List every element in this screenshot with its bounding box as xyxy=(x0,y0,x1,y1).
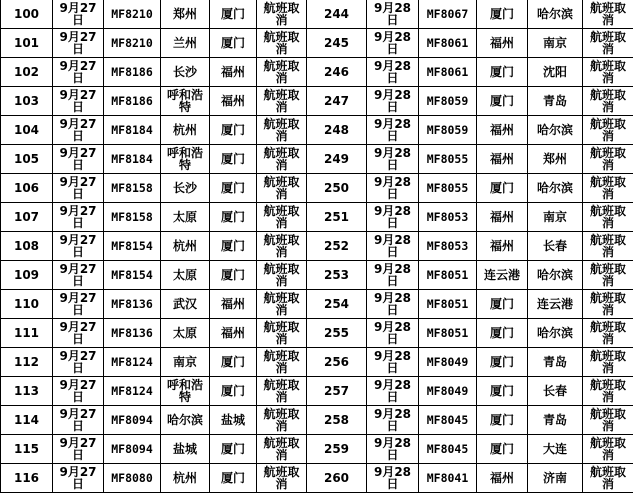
cell-destination: 福州 xyxy=(210,87,257,116)
cell-date: 9月27日 xyxy=(53,232,104,261)
cell-origin-2: 连云港 xyxy=(477,261,528,290)
cell-status-2: 航班取消 xyxy=(583,464,633,493)
cell-flight-2: MF8059 xyxy=(419,116,477,145)
cell-origin: 太原 xyxy=(161,261,210,290)
cell-seq: 110 xyxy=(1,290,53,319)
cell-destination: 厦门 xyxy=(210,377,257,406)
cell-destination-2: 哈尔滨 xyxy=(528,319,583,348)
cell-status-2: 航班取消 xyxy=(583,232,633,261)
cell-destination: 厦门 xyxy=(210,435,257,464)
cell-date: 9月27日 xyxy=(53,261,104,290)
cell-seq-2: 254 xyxy=(307,290,367,319)
cell-origin: 杭州 xyxy=(161,464,210,493)
cell-status: 航班取消 xyxy=(257,232,307,261)
cell-status: 航班取消 xyxy=(257,435,307,464)
cell-destination: 厦门 xyxy=(210,261,257,290)
cell-status-2: 航班取消 xyxy=(583,58,633,87)
cell-origin-2: 厦门 xyxy=(477,348,528,377)
cell-status: 航班取消 xyxy=(257,261,307,290)
table-row xyxy=(1,58,633,87)
cell-seq: 111 xyxy=(1,319,53,348)
cell-status: 航班取消 xyxy=(257,377,307,406)
cell-destination-2: 长春 xyxy=(528,232,583,261)
cell-destination: 盐城 xyxy=(210,406,257,435)
cell-flight: MF8094 xyxy=(104,435,161,464)
table-row xyxy=(1,406,633,435)
cell-status: 航班取消 xyxy=(257,464,307,493)
cell-status-2: 航班取消 xyxy=(583,377,633,406)
cell-seq-2: 247 xyxy=(307,87,367,116)
cell-date-2: 9月28日 xyxy=(367,406,419,435)
cell-seq-2: 255 xyxy=(307,319,367,348)
cell-origin: 长沙 xyxy=(161,58,210,87)
cell-flight-2: MF8061 xyxy=(419,58,477,87)
cell-date-2: 9月28日 xyxy=(367,29,419,58)
cell-origin: 武汉 xyxy=(161,290,210,319)
cell-date: 9月27日 xyxy=(53,0,104,29)
cell-seq-2: 251 xyxy=(307,203,367,232)
cell-seq: 114 xyxy=(1,406,53,435)
cell-flight-2: MF8055 xyxy=(419,174,477,203)
cell-flight: MF8184 xyxy=(104,116,161,145)
cell-destination: 厦门 xyxy=(210,0,257,29)
cell-seq-2: 260 xyxy=(307,464,367,493)
cell-date-2: 9月28日 xyxy=(367,58,419,87)
cell-origin: 太原 xyxy=(161,319,210,348)
cell-destination: 厦门 xyxy=(210,348,257,377)
cell-flight: MF8154 xyxy=(104,261,161,290)
table-row xyxy=(1,464,633,493)
cell-destination: 厦门 xyxy=(210,29,257,58)
cell-destination: 厦门 xyxy=(210,145,257,174)
cell-date: 9月27日 xyxy=(53,203,104,232)
cell-origin-2: 福州 xyxy=(477,29,528,58)
cell-flight-2: MF8051 xyxy=(419,319,477,348)
cell-origin-2: 厦门 xyxy=(477,174,528,203)
cell-status: 航班取消 xyxy=(257,145,307,174)
cell-seq: 107 xyxy=(1,203,53,232)
cell-origin-2: 福州 xyxy=(477,464,528,493)
table-row xyxy=(1,319,633,348)
cell-status-2: 航班取消 xyxy=(583,435,633,464)
cell-status-2: 航班取消 xyxy=(583,290,633,319)
cell-destination-2: 南京 xyxy=(528,203,583,232)
cell-status: 航班取消 xyxy=(257,58,307,87)
cell-origin-2: 福州 xyxy=(477,116,528,145)
cell-seq-2: 249 xyxy=(307,145,367,174)
cell-destination-2: 青岛 xyxy=(528,348,583,377)
cell-status: 航班取消 xyxy=(257,116,307,145)
cell-destination: 厦门 xyxy=(210,464,257,493)
cell-date: 9月27日 xyxy=(53,29,104,58)
cell-status: 航班取消 xyxy=(257,29,307,58)
cell-origin: 南京 xyxy=(161,348,210,377)
cell-flight-2: MF8045 xyxy=(419,435,477,464)
cell-destination: 厦门 xyxy=(210,203,257,232)
cell-date: 9月27日 xyxy=(53,290,104,319)
cell-date-2: 9月28日 xyxy=(367,232,419,261)
cell-flight: MF8124 xyxy=(104,348,161,377)
cell-status-2: 航班取消 xyxy=(583,0,633,29)
cell-seq: 115 xyxy=(1,435,53,464)
cell-date-2: 9月28日 xyxy=(367,261,419,290)
cell-seq: 104 xyxy=(1,116,53,145)
table-row xyxy=(1,377,633,406)
cell-date: 9月27日 xyxy=(53,145,104,174)
cell-flight-2: MF8053 xyxy=(419,232,477,261)
cell-origin: 哈尔滨 xyxy=(161,406,210,435)
cell-date: 9月27日 xyxy=(53,174,104,203)
cell-destination-2: 哈尔滨 xyxy=(528,261,583,290)
table-row xyxy=(1,290,633,319)
cell-status-2: 航班取消 xyxy=(583,203,633,232)
cell-date-2: 9月28日 xyxy=(367,348,419,377)
cell-flight: MF8210 xyxy=(104,0,161,29)
cell-seq: 113 xyxy=(1,377,53,406)
cell-status-2: 航班取消 xyxy=(583,261,633,290)
cell-destination-2: 哈尔滨 xyxy=(528,0,583,29)
cell-date-2: 9月28日 xyxy=(367,174,419,203)
cell-origin-2: 福州 xyxy=(477,203,528,232)
cell-seq: 106 xyxy=(1,174,53,203)
cell-destination-2: 沈阳 xyxy=(528,58,583,87)
cell-origin-2: 福州 xyxy=(477,232,528,261)
cell-flight-2: MF8061 xyxy=(419,29,477,58)
cell-origin-2: 厦门 xyxy=(477,58,528,87)
cell-destination: 福州 xyxy=(210,319,257,348)
cell-origin: 杭州 xyxy=(161,116,210,145)
table-row xyxy=(1,203,633,232)
cell-seq: 103 xyxy=(1,87,53,116)
cell-destination-2: 哈尔滨 xyxy=(528,174,583,203)
cell-destination: 福州 xyxy=(210,58,257,87)
cell-status-2: 航班取消 xyxy=(583,29,633,58)
cell-status-2: 航班取消 xyxy=(583,116,633,145)
cell-destination-2: 连云港 xyxy=(528,290,583,319)
table-row xyxy=(1,0,633,29)
cell-origin: 呼和浩特 xyxy=(161,145,210,174)
cell-date-2: 9月28日 xyxy=(367,290,419,319)
cell-date-2: 9月28日 xyxy=(367,145,419,174)
cell-date-2: 9月28日 xyxy=(367,116,419,145)
cell-flight: MF8136 xyxy=(104,290,161,319)
table-row xyxy=(1,116,633,145)
table-row xyxy=(1,87,633,116)
cell-date: 9月27日 xyxy=(53,406,104,435)
cell-seq: 101 xyxy=(1,29,53,58)
cell-seq-2: 248 xyxy=(307,116,367,145)
cell-seq-2: 245 xyxy=(307,29,367,58)
cell-destination-2: 郑州 xyxy=(528,145,583,174)
cell-seq-2: 253 xyxy=(307,261,367,290)
cell-date-2: 9月28日 xyxy=(367,435,419,464)
cell-origin: 长沙 xyxy=(161,174,210,203)
cell-flight: MF8158 xyxy=(104,174,161,203)
cell-date-2: 9月28日 xyxy=(367,203,419,232)
cell-flight: MF8186 xyxy=(104,58,161,87)
cell-seq: 105 xyxy=(1,145,53,174)
cell-date-2: 9月28日 xyxy=(367,319,419,348)
cell-flight: MF8184 xyxy=(104,145,161,174)
cell-origin-2: 厦门 xyxy=(477,377,528,406)
cell-seq-2: 259 xyxy=(307,435,367,464)
cell-flight-2: MF8053 xyxy=(419,203,477,232)
cell-date: 9月27日 xyxy=(53,87,104,116)
table-row xyxy=(1,174,633,203)
table-row xyxy=(1,348,633,377)
cell-flight-2: MF8055 xyxy=(419,145,477,174)
cell-seq: 108 xyxy=(1,232,53,261)
cell-seq: 112 xyxy=(1,348,53,377)
cell-destination: 厦门 xyxy=(210,232,257,261)
cell-flight: MF8124 xyxy=(104,377,161,406)
cell-status: 航班取消 xyxy=(257,0,307,29)
cell-origin: 呼和浩特 xyxy=(161,377,210,406)
cell-date-2: 9月28日 xyxy=(367,464,419,493)
cell-seq-2: 256 xyxy=(307,348,367,377)
table-row xyxy=(1,232,633,261)
cell-origin-2: 厦门 xyxy=(477,435,528,464)
cell-seq-2: 246 xyxy=(307,58,367,87)
cell-date-2: 9月28日 xyxy=(367,87,419,116)
cell-status-2: 航班取消 xyxy=(583,87,633,116)
cell-flight-2: MF8067 xyxy=(419,0,477,29)
cell-flight: MF8158 xyxy=(104,203,161,232)
cell-flight-2: MF8045 xyxy=(419,406,477,435)
cell-origin: 杭州 xyxy=(161,232,210,261)
cell-seq: 102 xyxy=(1,58,53,87)
cell-destination-2: 哈尔滨 xyxy=(528,116,583,145)
cell-status: 航班取消 xyxy=(257,319,307,348)
cell-origin-2: 厦门 xyxy=(477,319,528,348)
cell-status: 航班取消 xyxy=(257,87,307,116)
cell-date-2: 9月28日 xyxy=(367,0,419,29)
cell-seq-2: 250 xyxy=(307,174,367,203)
cell-date: 9月27日 xyxy=(53,116,104,145)
cell-date: 9月27日 xyxy=(53,377,104,406)
cell-destination-2: 青岛 xyxy=(528,406,583,435)
cell-status: 航班取消 xyxy=(257,203,307,232)
cell-destination: 福州 xyxy=(210,290,257,319)
cell-origin-2: 厦门 xyxy=(477,290,528,319)
cell-date: 9月27日 xyxy=(53,464,104,493)
cell-destination: 厦门 xyxy=(210,174,257,203)
cell-seq-2: 258 xyxy=(307,406,367,435)
cell-origin: 呼和浩特 xyxy=(161,87,210,116)
cell-date: 9月27日 xyxy=(53,319,104,348)
cell-status: 航班取消 xyxy=(257,290,307,319)
cell-flight-2: MF8051 xyxy=(419,290,477,319)
cell-flight-2: MF8049 xyxy=(419,377,477,406)
cell-status: 航班取消 xyxy=(257,174,307,203)
table-row xyxy=(1,29,633,58)
cell-flight: MF8210 xyxy=(104,29,161,58)
table-row xyxy=(1,261,633,290)
cell-flight: MF8186 xyxy=(104,87,161,116)
cell-destination: 厦门 xyxy=(210,116,257,145)
cell-origin: 盐城 xyxy=(161,435,210,464)
cell-seq: 109 xyxy=(1,261,53,290)
cell-flight-2: MF8059 xyxy=(419,87,477,116)
cell-origin-2: 厦门 xyxy=(477,87,528,116)
cell-seq-2: 244 xyxy=(307,0,367,29)
cell-status-2: 航班取消 xyxy=(583,174,633,203)
cell-seq: 116 xyxy=(1,464,53,493)
cell-status-2: 航班取消 xyxy=(583,406,633,435)
cell-flight: MF8080 xyxy=(104,464,161,493)
cell-date: 9月27日 xyxy=(53,348,104,377)
cell-status: 航班取消 xyxy=(257,406,307,435)
cell-flight: MF8094 xyxy=(104,406,161,435)
cell-destination-2: 济南 xyxy=(528,464,583,493)
cell-date: 9月27日 xyxy=(53,435,104,464)
table-row xyxy=(1,435,633,464)
cell-seq: 100 xyxy=(1,0,53,29)
cell-destination-2: 长春 xyxy=(528,377,583,406)
cell-origin: 太原 xyxy=(161,203,210,232)
cell-seq-2: 257 xyxy=(307,377,367,406)
cell-origin: 郑州 xyxy=(161,0,210,29)
cell-origin: 兰州 xyxy=(161,29,210,58)
cell-flight-2: MF8049 xyxy=(419,348,477,377)
cell-seq-2: 252 xyxy=(307,232,367,261)
cell-origin-2: 厦门 xyxy=(477,406,528,435)
cell-origin-2: 福州 xyxy=(477,145,528,174)
cell-status-2: 航班取消 xyxy=(583,348,633,377)
cell-destination-2: 大连 xyxy=(528,435,583,464)
cell-origin-2: 厦门 xyxy=(477,0,528,29)
cell-status: 航班取消 xyxy=(257,348,307,377)
table-body xyxy=(1,0,633,493)
cell-flight-2: MF8041 xyxy=(419,464,477,493)
cell-date-2: 9月28日 xyxy=(367,377,419,406)
cell-status-2: 航班取消 xyxy=(583,319,633,348)
table-row xyxy=(1,145,633,174)
cell-destination-2: 青岛 xyxy=(528,87,583,116)
cell-date: 9月27日 xyxy=(53,58,104,87)
cell-flight-2: MF8051 xyxy=(419,261,477,290)
cell-flight: MF8154 xyxy=(104,232,161,261)
cell-status-2: 航班取消 xyxy=(583,145,633,174)
cell-flight: MF8136 xyxy=(104,319,161,348)
cell-destination-2: 南京 xyxy=(528,29,583,58)
